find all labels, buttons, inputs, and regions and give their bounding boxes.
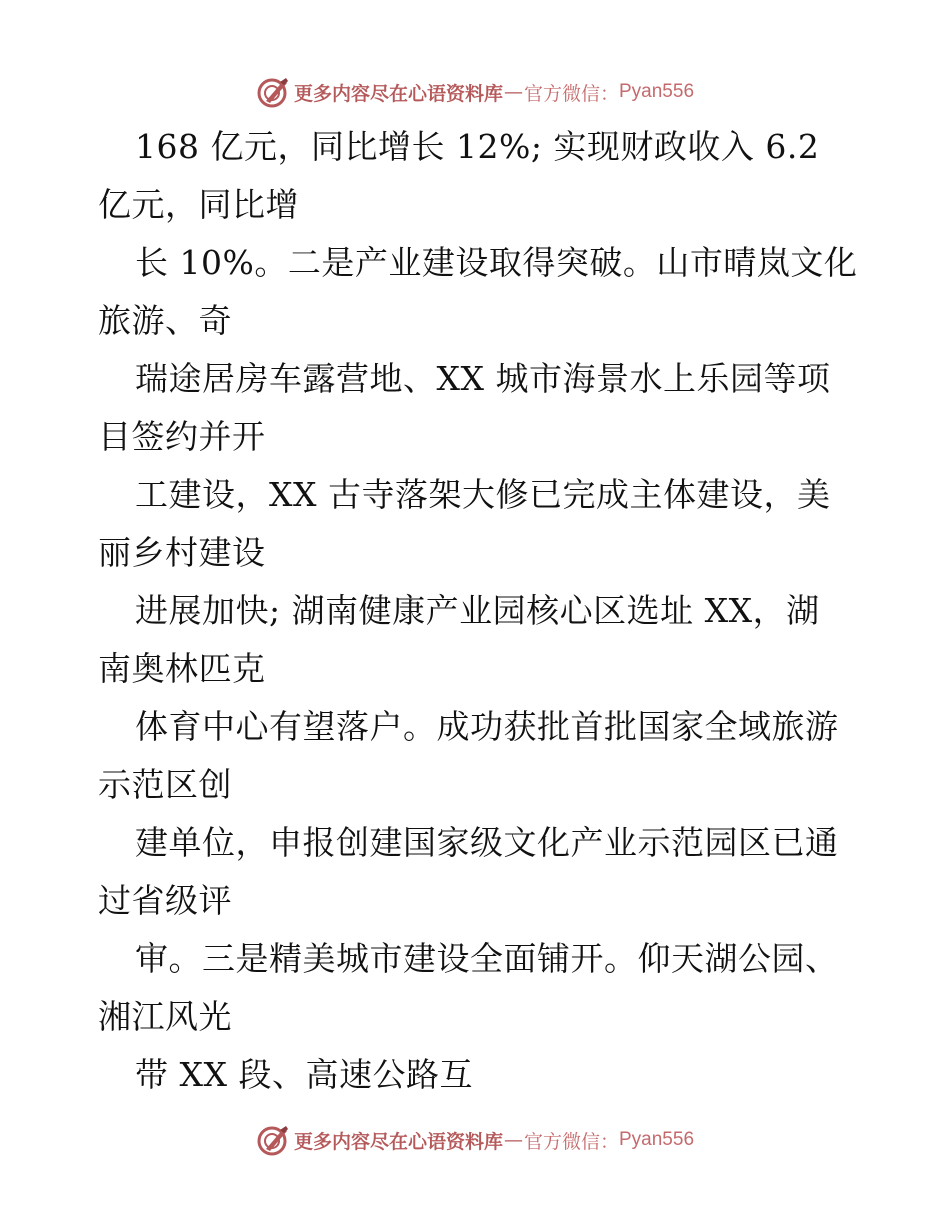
watermark-separator: — (503, 81, 523, 103)
quill-pen-logo-icon (256, 75, 290, 109)
watermark-wechat-id: Pyan556 (619, 1129, 695, 1150)
watermark-wechat-label: 官方微信： (523, 82, 619, 105)
text-line: 南奥林匹克 (98, 649, 266, 688)
text-line: 过省级评 (98, 881, 232, 920)
text-line: 丽乡村建设 (98, 533, 266, 572)
watermark-wechat-id: Pyan556 (619, 81, 695, 102)
text-line: 进展加快; 湖南健康产业园核心区选址 XX，湖 (135, 591, 820, 630)
footer-watermark (0, 1120, 950, 1160)
text-line: 工建设，XX 古寺落架大修已完成主体建设，美 (135, 475, 831, 514)
header-watermark (0, 72, 950, 112)
watermark-brand: 更多内容尽在心语资料库 (293, 1130, 503, 1153)
quill-pen-logo-icon (256, 1123, 290, 1157)
text-line: 湘江风光 (98, 997, 232, 1036)
watermark-brand: 更多内容尽在心语资料库 (293, 82, 503, 105)
text-line: 目签约并开 (98, 417, 266, 456)
watermark-separator: — (503, 1129, 523, 1151)
document-body (98, 118, 858, 1104)
text-line: 带 XX 段、高速公路互 (135, 1055, 473, 1094)
text-line: 体育中心有望落户。成功获批首批国家全域旅游 (135, 707, 839, 746)
text-line: 示范区创 (98, 765, 232, 804)
text-line: 旅游、奇 (98, 301, 232, 340)
text-line: 亿元，同比增 (98, 185, 299, 224)
text-line: 审。三是精美城市建设全面铺开。仰天湖公园、 (135, 939, 839, 978)
text-line: 瑞途居房车露营地、XX 城市海景水上乐园等项 (135, 359, 831, 398)
watermark-wechat-label: 官方微信： (523, 1130, 619, 1153)
text-line: 长 10%。二是产业建设取得突破。山市晴岚文化 (135, 243, 858, 282)
text-line: 建单位，申报创建国家级文化产业示范园区已通 (135, 823, 839, 862)
text-line: 168 亿元，同比增长 12%; 实现财政收入 6.2 (135, 127, 820, 166)
